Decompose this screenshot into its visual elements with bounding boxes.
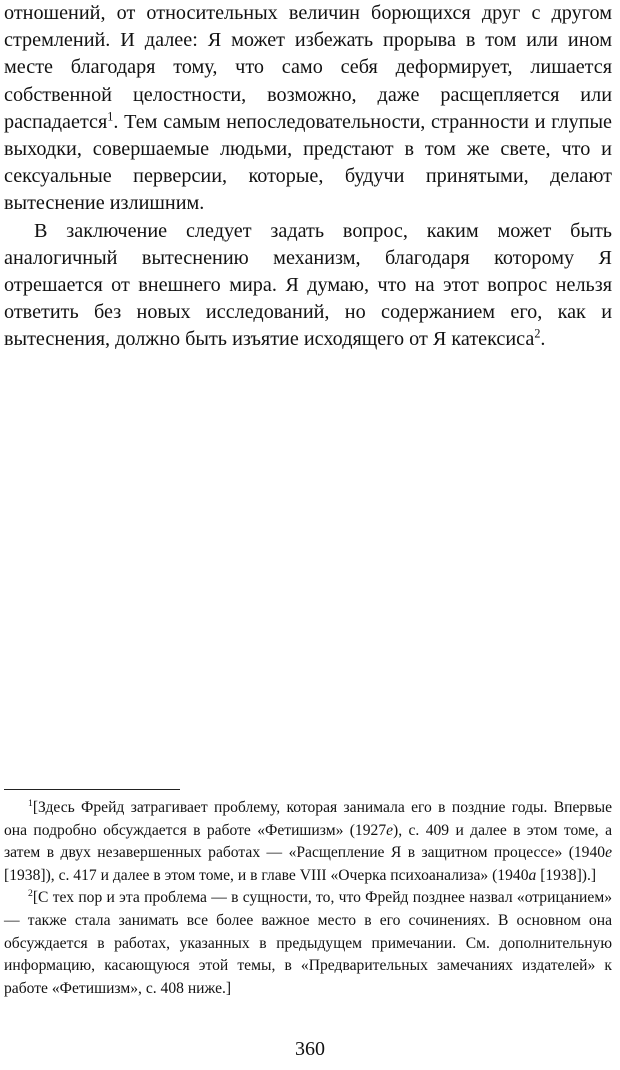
footnote-1-text-b: ), с. 409 и далее в этом томе, а затем в двух незавершенных работах — «Расщепление Я в защитном процессе» (1940 xyxy=(4,821,612,862)
footnote-ref-1: 1 xyxy=(107,109,114,124)
footnote-1-text-d: [1938]).] xyxy=(536,866,597,884)
paragraph-1 xyxy=(4,0,612,218)
paragraph-2-tail: . xyxy=(540,328,546,351)
footnote-1-marker: 1 xyxy=(28,798,33,810)
footnote-2-marker: 2 xyxy=(28,888,33,900)
footnote-1-italic-a: e xyxy=(386,821,394,839)
footnote-1-italic-b: e xyxy=(605,844,612,862)
paragraph-2 xyxy=(4,218,612,354)
paragraph-1-text: отношений, от относительных величин борющихся друг с другом стремлений. И далее: Я может избежать прорыва в том или ином месте благодаря тому, что само себя деформирует, лишается собственной целостности, возможно, даже расщепляется или распадается xyxy=(4,2,612,133)
footnote-2 xyxy=(4,887,612,1000)
paragraph-2-text: В заключение следует задать вопрос, каким может быть аналогичный вытеснению механизм, благодаря которому Я отрешается от внешнего мира. Я думаю, что на этот вопрос нельзя ответить без новых исследований, но содержанием его, как и вытеснения, должно быть изъятие исходящего от Я катексиса xyxy=(4,219,612,351)
footnote-2-text: [С тех пор и эта проблема — в сущности, то, что Фрейд позднее назвал «отрицанием» — также стала занимать все более важное место в его сочинениях. В основном она обсуждается в работах, указанных в предыдущем примечании. См. дополнительную информацию, касающуюся этой темы, в «Предварительных замечаниях издателей» к работе «Фетишизм», с. 408 ниже.] xyxy=(4,889,612,997)
footnote-1 xyxy=(4,797,612,887)
footnote-1-text-c: [1938]), с. 417 и далее в этом томе, и в главе VIII «Очерка психоанализа» (1940 xyxy=(4,866,529,884)
footnote-1-italic-c: a xyxy=(528,866,537,884)
footnote-separator xyxy=(4,789,180,790)
footnote-1-text-a: [Здесь Фрейд затрагивает проблему, которая занимала его в поздние годы. Впервые она подробно обсуждается в работе «Фетишизм» (1927 xyxy=(4,799,612,839)
footnotes xyxy=(4,797,612,1000)
footnote-ref-2: 2 xyxy=(534,327,541,342)
main-text xyxy=(4,0,612,354)
page-number: 360 xyxy=(295,1038,325,1060)
paragraph-1-tail: . Тем самым непоследовательности, странности и глупые выходки, совершаемые людьми, предстают в том же свете, что и сексуальные перверсии, которые, будучи принятыми, делают вытеснение излишним. xyxy=(4,110,612,215)
